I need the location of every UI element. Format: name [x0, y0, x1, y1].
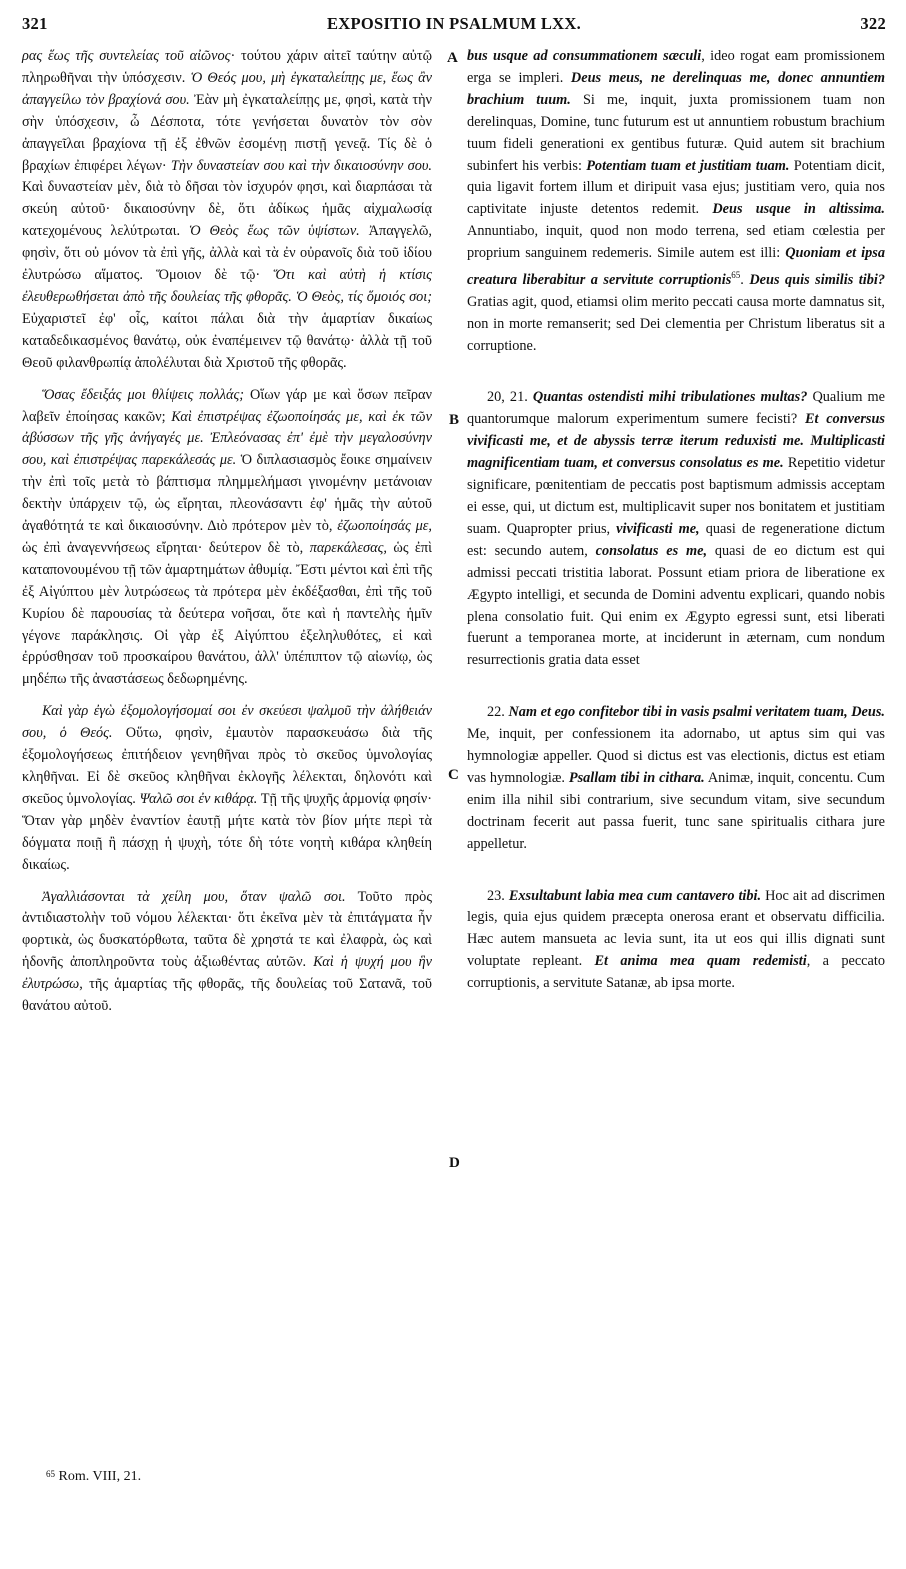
greek-quote: παρεκάλεσας, — [309, 539, 387, 556]
latin-quote: Potentiam tuam et justitiam tuam. — [586, 157, 790, 174]
greek-text: Ἀπαγγελῶ, φησὶν, ὅτι οὐ μόνον τὰ ἐπὶ γῆς, ἀλλὰ καὶ τὰ ἐν οὐρανοῖς διὰ τοῦ ἰδίου ἐλυτρώσω αἵματος. Ὅμοιον δὲ τῷ· — [22, 223, 432, 284]
latin-text: Me, inquit, per confessionem ita adornabo, ut aptus sim qui vas hymnologiæ appeller. Quod si dictus est vas electionis, dictus est etiam vas hymnologiæ. — [467, 726, 885, 786]
page-number-left: 321 — [22, 14, 48, 33]
latin-quote: Deus quis similis tibi? — [749, 271, 885, 288]
greek-quote: Τὴν δυναστείαν σου καὶ τὴν δικαιοσύνην σου. — [170, 157, 432, 174]
footnote-text: Rom. VIII, 21. — [55, 1469, 142, 1484]
latin-quote: Exsultabunt labia mea cum cantavero tibi. — [508, 887, 762, 904]
latin-quote: Deus meus, ne derelinquas me, donec annuntiem brachium tuum. — [467, 69, 885, 108]
greek-text: Οὕτω, φησὶν, ἐμαυτὸν παρασκευάσω διὰ τῆς ἐξομολογήσεως ἐπιτήδειον γενηθῆναι πρὸς τὸ σκεῦος ὑμνολογίας κληθῆναι. Εἰ δὲ σκεῦος κληθῆναι ἐκλογῆς λέλεκται, δηλονότι καὶ σκεῦος ὑμνολογίας. — [22, 725, 432, 807]
margin-letter-c: C — [448, 767, 459, 783]
latin-text: Potentiam dicit, quia ligavit fortem illum et diripuit vasa ejus; justitiam vero, quia nos captivitate injuste detentos redemit. — [467, 157, 885, 218]
latin-text: Repetitio videtur significare, pœnitentiam de peccatis post baptismum admissis acceptam ei esse, qui, ut dictum est, multiplicavit super nos bonitatem et justitiam suam. Quapropter prius, — [467, 455, 885, 537]
greek-quote: Ὁ Θεὸς, τίς ὅμοιός σοι; — [295, 288, 432, 305]
latin-text: Hoc ait ad discrimen legis, quia ejus quidem præcepta onerosa erant et observatu difficilia. Hæc autem mansueta ac levia sunt, ita ut eos qui illis dignati sunt voluptate repleant. — [467, 887, 886, 970]
greek-quote: ἐζωοποίησάς με, — [337, 518, 432, 535]
greek-text: Τῇ τῆς ψυχῆς ἁρμονίᾳ φησίν· Ὅταν γὰρ μηδὲν ἐναντίον ἑαυτῇ μήτε κατὰ τὸν βίον μήτε περὶ τὰ δόγματα ποιῇ ἢ πάσχῃ ἡ ψυχὴ, τότε δὴ τότε νοητὴ κιθάρα κληθείη δικαίως. — [22, 790, 432, 873]
page-number-right: 322 — [860, 14, 886, 33]
latin-paragraph — [467, 46, 885, 357]
latin-text: Annuntiabo, inquit, quod non modo terrena, sed etiam cœlestia per proprium sanguinem redemeris. Simile autem est illi: — [467, 223, 885, 262]
latin-column — [467, 46, 885, 995]
footnote-number: 65 — [46, 1469, 55, 1479]
latin-text: . — [740, 271, 750, 288]
page-header — [22, 14, 886, 40]
greek-text: Εὐχαριστεῖ ἐφ' οἷς, καίτοι πάλαι διὰ τὴν ἁμαρτίαν δικαίως καταδεδικασμένος θανάτῳ, οὐκ ἐναπέμεινεν τῷ θανάτῳ· ἀλλὰ τῇ τοῦ Θεοῦ φιλανθρωπίᾳ ἀπολέλυται διὰ Χριστοῦ τῆς φθορᾶς. — [22, 310, 432, 371]
latin-quote: Quantas ostendisti mihi tribulationes multas? — [532, 389, 808, 406]
verse-number: 23. — [487, 887, 509, 904]
greek-paragraph — [22, 385, 432, 692]
greek-quote: Καὶ ἐπιστρέψας ἐζωοποίησάς με, καὶ ἐκ τῶν ἀβύσσων τῆς γῆς ἀνήγαγές με. Ἐπλεόνασας ἐπ' ἐμὲ τὴν μεγαλοσύνην σου, καὶ ἐπιστρέψας παρεκάλεσάς με. — [22, 408, 432, 469]
latin-quote: Et conversus vivificasti me, et de abyssis terræ iterum reduxisti me. Multiplicasti magnificentiam tuam, et conversus consolatus es me. — [467, 411, 885, 472]
greek-quote: Ἀγαλλιάσονται τὰ χείλη μου, ὅταν ψαλῶ σοι. — [42, 888, 346, 905]
running-title: EXPOSITIO IN PSALMUM LXX. — [326, 14, 582, 33]
greek-quote: Ὅτι καὶ αὐτὴ ἡ κτίσις ἐλευθερωθήσεται ἀπὸ τῆς δουλείας τῆς φθορᾶς. — [22, 267, 432, 305]
verse-number: 20, 21. — [487, 389, 533, 406]
latin-text: quasi de eo dictum est qui admissi peccati tristitia laborat. Possunt etiam priora de liberatione ex Ægypto intelligi, et secunda de Domini adventu explicari, quando nobis plena consolatio fuit. Qui enim ex Ægypto egressi sunt, etsi liberati fuerunt a temporanea morte, at inciderunt in æternam, cum nondum resurrectionis gratia data esset — [467, 542, 885, 669]
greek-column — [22, 46, 432, 1018]
latin-quote: Deus usque in altissima. — [712, 201, 885, 218]
latin-quote: Quoniam et ipsa creatura liberabitur a servitute corruptionis — [467, 245, 885, 288]
greek-quote: Ὁ Θεός μου, μὴ ἐγκαταλείπῃς με, ἕως ἂν ἀπαγγείλω τὸν βραχίονά σου. — [22, 69, 432, 108]
greek-text: , τῆς ἁμαρτίας τῆς φθορᾶς, τῆς δουλείας τοῦ Σατανᾶ, τοῦ θανάτου αὐτοῦ. — [22, 976, 432, 1015]
greek-quote: ρας ἕως τῆς συντελείας τοῦ αἰῶνος — [22, 48, 231, 64]
verse-number: 22. — [487, 704, 509, 721]
footnote-ref: 65 — [731, 270, 741, 281]
latin-quote: Psallam tibi in cithara. — [568, 769, 705, 786]
greek-text: Ὁ διπλασιασμὸς ἔοικε σημαίνειν τὴν ἐπὶ τοῖς μετὰ τὸ βάπτισμα πλημμελήμασι γινομένην μετάνοιαν δεκτὴν ὑπάρχειν τῷ, ὡς εἴρηται, πλεονάσαντι ἐφ' ἡμᾶς τὴν αὐτοῦ ἀγαθότητά τε καὶ δικαιοσύνην. Διὸ πρότερον μὲν τὸ, — [22, 452, 432, 535]
greek-quote: Καὶ γὰρ ἐγὼ ἐξομολογήσομαί σοι ἐν σκεύεσι ψαλμοῦ τὴν ἀλήθειάν σου, ὁ Θεός. — [22, 703, 432, 742]
greek-text: ὡς ἐπὶ καταπονουμένου τῇ τῶν ἁμαρτημάτων ἀθυμίᾳ. Ἔστι μέντοι καὶ ἐπὶ τῆς ἐξ Αἰγύπτου μὲν λυτρώσεως τὰ πρότερα μὲν ἐκδέξασθαι, ἐπὶ τῆς τοῦ Κυρίου δὲ παρουσίας τὰ δεύτερα νοῆσαι, ὅτε καὶ ἡ παντελὴς ἡμῖν γέγονε παράκλησις. Οἱ γὰρ ἐξ Αἰγύπτου ἐξεληλυθότες, εἰ καὶ ἐρρύσθησαν τοῦ προσκαίρου θανάτου, ἀλλ' ὑπέπιπτον τῷ αἰωνίῳ, ὡς μηδέπω τῆς ἀναστάσεως δεδωρημένης. — [22, 539, 433, 688]
latin-text: Qualium me quantorumque malorum experimentum sumere fecisti? — [467, 389, 885, 428]
latin-text: Si me, inquit, juxta promissionem tuam non derelinquas, Domine, tunc futurum est ut annuntiem robustum brachium tuum fideli generationi ex gentibus futuræ. Quid autem sit brachium subinfert his verbis: — [467, 91, 885, 174]
latin-quote: vivificasti me, — [616, 520, 700, 537]
margin-letter-b: B — [449, 412, 460, 428]
greek-paragraph — [22, 701, 432, 876]
latin-text: Gratias agit, quod, etiamsi olim merito peccati causa morte damnatus sit, non in morte remanserit; sed Dei clementia per Christum liberatus sit a corruptione. — [467, 293, 885, 354]
greek-text: Οἵων γάρ με καὶ ὅσων πεῖραν λαβεῖν ἐποίησας κακῶν; — [22, 386, 432, 425]
greek-text: Τοῦτο πρὸς ἀντιδιαστολὴν τοῦ νόμου λέλεκται· ὅτι ἐκεῖνα μὲν τὰ ἐπιτάγματα ἦν φορτικὰ, ὡς δυσκατόρθωτα, ταῦτα δὲ χρηστά τε καὶ ἐλαφρὰ, ὡς καὶ ἡδονῆς ἀποπληροῦντα τοὺς ἀξιωθέντας αὐτῶν. — [22, 888, 432, 971]
latin-quote: Nam et ego confitebor tibi in vasis psalmi veritatem tuam, Deus. — [508, 704, 885, 721]
greek-paragraph — [22, 887, 432, 1018]
latin-paragraph — [467, 886, 885, 996]
greek-text: Καὶ δυναστείαν μὲν, διὰ τὸ δῆσαι τὸν ἰσχυρόν φησι, καὶ διαρπάσαι τὰ σκεύη αὐτοῦ· δικαιοσύνην δὲ, ὅτι ἀδίκως ἡμᾶς αἰχμαλωσίᾳ κατεχομένους λελύτρωται. — [22, 179, 432, 240]
latin-text: , a peccato corruptionis, a servitute Satanæ, ab ipsa morte. — [467, 953, 885, 992]
latin-paragraph — [467, 702, 885, 855]
greek-text: · τούτου χάριν αἰτεῖ ταύτην αὐτῷ πληρωθῆναι τὴν ὑπόσχεσιν. — [22, 48, 432, 86]
latin-quote: consolatus es me, — [595, 542, 708, 559]
greek-quote: Ψαλῶ σοι ἐν κιθάρᾳ. — [139, 790, 258, 807]
latin-paragraph — [467, 387, 885, 672]
greek-text: ὡς ἐπὶ ἀναγεννήσεως εἴρηται· δεύτερον δὲ τὸ, — [22, 539, 310, 556]
greek-paragraph — [22, 46, 432, 375]
latin-text: Animæ, inquit, concentu. Cum enim illa nihil sibi contrarium, sive secundum vitam, sive secundum doctrinam fecerit aut passa fuerit, tunc sane spiritualis cithara jure appelletur. — [467, 769, 885, 852]
latin-quote: Et anima mea quam redemisti — [594, 953, 807, 970]
greek-quote: Ὁ Θεὸς ἕως τῶν ὑψίστων. — [188, 223, 360, 240]
latin-quote: bus usque ad consummationem sæculi — [467, 48, 702, 64]
margin-letter-d: D — [449, 1155, 460, 1171]
latin-text: , ideo rogat eam promissionem erga se impleri. — [467, 48, 885, 86]
latin-text: quasi de regeneratione dictum est: secundo autem, — [467, 520, 885, 559]
margin-letter-a: A — [447, 50, 458, 66]
greek-quote: Καὶ ἡ ψυχή μου ἣν ἐλυτρώσω — [22, 954, 432, 993]
greek-quote: Ὅσας ἔδειξάς μοι θλίψεις πολλάς; — [42, 386, 245, 403]
greek-text: Ἐὰν μὴ ἐγκαταλείπῃς με, φησὶ, κατὰ τὴν σὴν ὑπόσχεσιν, ὦ Δέσποτα, τότε γενήσεται δυνατὸν τὸν σὸν ἀπαγγεῖλαι βραχίονα τῇ ἐξ ἐθνῶν ἐσομένῃ πιστῇ γενεᾷ. Τίς δὲ ὁ βραχίων ἐπιφέρει λέγων· — [22, 91, 433, 174]
footnote — [46, 1469, 141, 1485]
